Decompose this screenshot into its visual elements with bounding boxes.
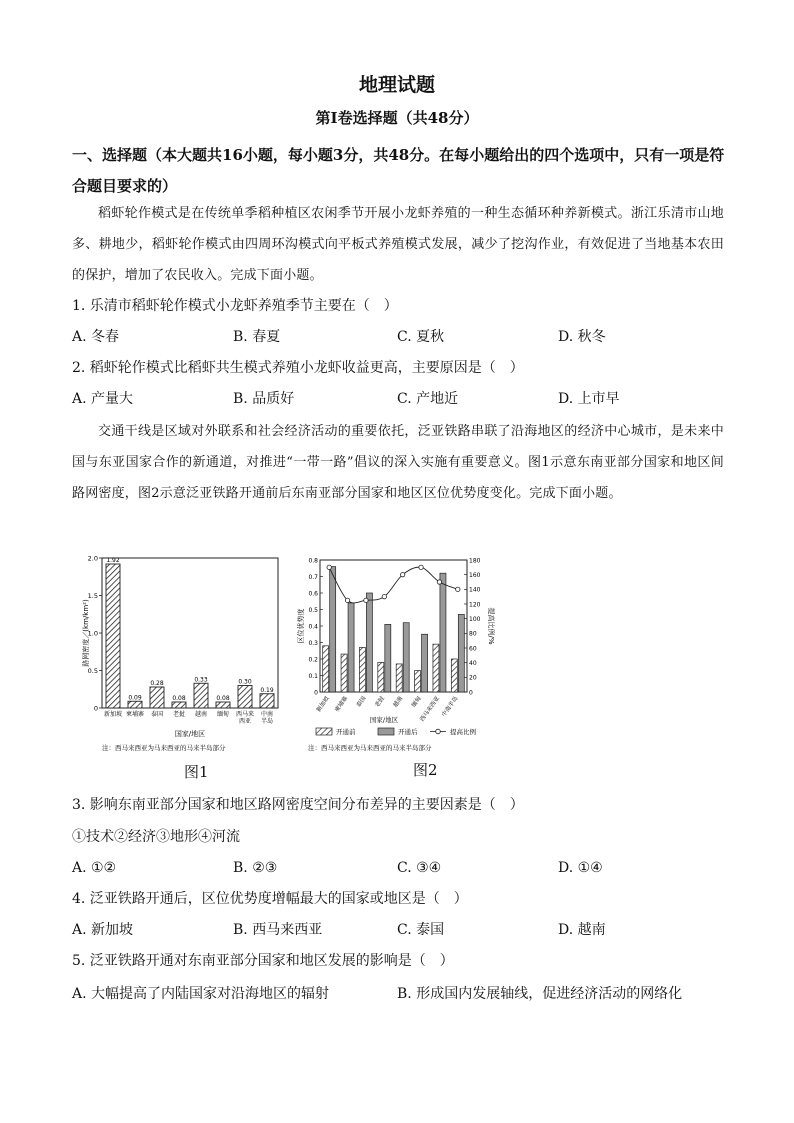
fig2-left-axis-label: 区位优势度 <box>296 608 305 644</box>
q4-option-a: A. 新加坡 <box>72 922 134 938</box>
figure-1-chart <box>80 548 290 763</box>
fig2-ratio-point-柬埔寨 <box>345 598 349 602</box>
fig1-y-axis-label: 路网密度／(km/km²) <box>81 599 90 667</box>
fig2-legend-dot <box>436 729 441 734</box>
fig1-category-4: 越南 <box>194 711 208 718</box>
fig2-right-tick-label: 80 <box>469 630 477 638</box>
fig1-category-6: 西马来西亚 <box>235 711 255 725</box>
fig2-left-tick-label: 0.7 <box>308 573 318 581</box>
q2-option-d: D. 上市早 <box>558 391 620 407</box>
fig1-category-2: 泰国 <box>150 711 164 718</box>
fig2-left-tick-label: 0.1 <box>308 672 318 680</box>
section-heading: 一、选择题（本大题共16小题，每小题3分，共48分。在每小题给出的四个选项中，只有一项是符合题目要求的） <box>72 146 725 195</box>
q3-option-c: C. ③④ <box>397 860 442 876</box>
fig1-bar-西马来西亚 <box>238 686 252 709</box>
question-3-items: ①技术②经济③地形④河流 <box>72 829 240 845</box>
q4-option-c: C. 泰国 <box>397 922 445 938</box>
q1-option-a: A. 冬春 <box>72 329 120 345</box>
fig2-left-tick-label: 0 <box>314 689 318 697</box>
q3-option-d: D. ①④ <box>558 860 603 876</box>
fig1-category-7: 中南半岛 <box>260 711 274 725</box>
fig2-bar-before-越南 <box>396 664 402 692</box>
fig2-bar-before-泰国 <box>359 647 365 692</box>
q3-option-a: A. ①② <box>72 860 117 876</box>
fig1-bar-中南半岛 <box>260 694 274 708</box>
fig1-value-label: 0.09 <box>128 694 142 702</box>
fig1-value-label: 1.92 <box>106 557 120 564</box>
fig2-bar-after-泰国 <box>366 593 372 692</box>
fig1-ytick-label: 0 <box>93 704 98 713</box>
fig2-bar-before-柬埔寨 <box>341 654 347 692</box>
fig2-right-tick-label: 40 <box>469 659 477 667</box>
fig2-ratio-point-西马来西亚 <box>437 580 441 584</box>
section-subtitle: 第Ⅰ卷选择题（共48分） <box>315 109 479 127</box>
fig1-category-3: 老挝 <box>172 711 186 718</box>
question-2-stem: 2. 稻虾轮作模式比稻虾共生模式养殖小龙虾收益更高，主要原因是（ ） <box>72 360 524 376</box>
fig1-bar-老挝 <box>172 702 186 708</box>
fig2-category-7: 中南半岛 <box>441 695 460 719</box>
figure-2-chart <box>292 548 507 763</box>
fig2-ratio-point-泰国 <box>364 598 368 602</box>
fig2-category-4: 越南 <box>392 695 405 709</box>
fig1-value-label: 0.33 <box>194 676 208 684</box>
fig2-left-tick-label: 0.3 <box>308 639 318 647</box>
fig2-bar-after-中南半岛 <box>458 614 464 692</box>
q5-option-b: B. 形成国内发展轴线，促进经济活动的网络化 <box>397 986 683 1002</box>
fig1-ytick-label: 1.5 <box>87 592 98 600</box>
fig2-ratio-point-新加坡 <box>327 565 331 569</box>
fig2-left-tick-label: 0.2 <box>308 656 318 664</box>
fig1-bar-缅甸 <box>216 702 230 708</box>
fig2-category-0: 新加坡 <box>315 695 331 714</box>
fig2-left-tick-label: 0.4 <box>308 623 318 631</box>
fig2-category-1: 柬埔寨 <box>334 695 350 714</box>
fig2-legend-before-swatch <box>316 728 332 735</box>
fig2-category-2: 泰国 <box>356 695 368 709</box>
fig2-bar-after-越南 <box>403 623 409 692</box>
question-1-stem: 1. 乐清市稻虾轮作模式小龙虾养殖季节主要在（ ） <box>72 298 398 314</box>
fig1-category-5: 缅甸 <box>216 711 230 718</box>
fig2-bar-before-新加坡 <box>323 646 329 692</box>
fig2-right-tick-label: 180 <box>469 557 481 565</box>
fig1-value-label: 0.08 <box>216 695 230 702</box>
fig2-ratio-line <box>329 567 458 603</box>
fig1-value-label: 0.19 <box>260 686 274 694</box>
fig2-bar-before-缅甸 <box>415 671 421 692</box>
fig2-legend-after: 开通后 <box>398 728 418 736</box>
fig2-legend-after-swatch <box>378 728 394 735</box>
fig1-bar-新加坡 <box>106 564 120 708</box>
fig1-bar-柬埔寨 <box>128 701 142 708</box>
q2-option-b: B. 品质好 <box>233 391 295 407</box>
fig2-bar-after-新加坡 <box>330 567 336 692</box>
fig2-left-tick-label: 0.6 <box>308 590 318 598</box>
question-4-stem: 4. 泛亚铁路开通后，区位优势度增幅最大的国家或地区是（ ） <box>72 891 468 907</box>
fig1-ytick-label: 2.0 <box>87 554 98 563</box>
fig2-x-axis-label: 国家/地区 <box>369 716 399 724</box>
fig2-bar-after-西马来西亚 <box>440 573 446 692</box>
passage-1: 稻虾轮作模式是在传统单季稻种植区农闲季节开展小龙虾养殖的一种生态循环种养新模式。浙江乐清市山地多、耕地少，稻虾轮作模式由四周环沟模式向平板式养殖模式发展，减少了挖沟作业，有效促进了当地基本农田的保护，增加了农民收入。完成下面小题。 <box>72 206 724 283</box>
fig2-bar-after-缅甸 <box>422 634 428 692</box>
fig1-note: 注：西马来西亚为马来西亚的马来半岛部分 <box>102 744 226 752</box>
q1-option-d: D. 秋冬 <box>558 329 606 345</box>
fig2-bar-before-西马来西亚 <box>433 644 439 692</box>
q4-option-b: B. 西马来西亚 <box>233 922 323 938</box>
q4-option-d: D. 越南 <box>558 922 606 938</box>
fig2-category-3: 老挝 <box>374 695 386 709</box>
fig2-left-tick-label: 0.8 <box>308 557 318 565</box>
fig2-ratio-point-缅甸 <box>419 565 423 569</box>
fig2-right-tick-label: 100 <box>469 615 481 623</box>
fig2-right-tick-label: 60 <box>469 645 477 653</box>
fig2-bar-before-老挝 <box>378 662 384 692</box>
question-3-stem: 3. 影响东南亚部分国家和地区路网密度空间分布差异的主要因素是（ ） <box>72 797 524 813</box>
fig1-x-axis-label: 国家/地区 <box>174 730 206 738</box>
figure-2-caption: 图2 <box>413 761 438 779</box>
fig1-ytick-label: 0.5 <box>87 667 98 675</box>
fig2-bar-before-中南半岛 <box>451 659 457 692</box>
figure-1-caption: 图1 <box>184 763 209 781</box>
fig2-right-tick-label: 120 <box>469 601 481 609</box>
fig2-ratio-point-中南半岛 <box>456 587 460 591</box>
fig1-value-label: 0.30 <box>238 678 252 686</box>
question-5-stem: 5. 泛亚铁路开通对东南亚部分国家和地区发展的影响是（ ） <box>72 953 454 969</box>
q2-option-c: C. 产地近 <box>397 391 459 407</box>
fig2-right-tick-label: 160 <box>469 571 481 579</box>
q2-option-a: A. 产量大 <box>72 391 134 407</box>
q3-option-b: B. ②③ <box>233 860 278 876</box>
fig2-right-tick-label: 140 <box>469 586 481 594</box>
fig2-right-tick-label: 0 <box>469 689 473 697</box>
fig2-legend-ratio: 提高比例 <box>450 728 476 736</box>
q1-option-b: B. 春夏 <box>233 329 281 345</box>
passage-2: 交通干线是区域对外联系和社会经济活动的重要依托，泛亚铁路串联了沿海地区的经济中心城市，是未来中国与东亚国家合作的新通道，对推进“一带一路”倡议的深入实施有重要意义。图1示意东南亚部分国家和地区间路网密度，图2示意泛亚铁路开通前后东南亚部分国家和地区区位优势度变化。完成下面小题。 <box>72 424 724 501</box>
fig2-note: 注：西马来西亚为马来西亚的马来半岛部分 <box>308 744 432 752</box>
fig1-value-label: 0.08 <box>172 695 186 702</box>
fig2-category-5: 缅甸 <box>411 695 423 709</box>
q5-option-a: A. 大幅提高了内陆国家对沿海地区的辐射 <box>72 986 330 1002</box>
fig2-ratio-point-越南 <box>400 572 404 576</box>
q1-option-c: C. 夏秋 <box>397 329 445 345</box>
page-title: 地理试题 <box>358 74 435 96</box>
fig1-category-0: 新加坡 <box>103 711 123 718</box>
fig1-value-label: 0.28 <box>150 680 164 687</box>
fig2-right-tick-label: 20 <box>469 674 477 682</box>
fig1-bar-越南 <box>194 683 208 708</box>
fig1-category-1: 柬埔寨 <box>125 711 145 718</box>
fig2-left-tick-label: 0.5 <box>308 606 318 614</box>
fig2-category-6: 西马来西亚 <box>419 695 442 723</box>
fig2-bar-after-柬埔寨 <box>348 603 354 692</box>
fig2-right-axis-label: 提高比例/% <box>487 607 496 645</box>
fig2-ratio-point-老挝 <box>382 594 386 598</box>
fig1-ytick-label: 1.0 <box>87 629 98 638</box>
fig2-legend-before: 开通前 <box>336 728 356 736</box>
fig2-bar-after-老挝 <box>385 624 391 692</box>
fig1-bar-泰国 <box>150 687 164 708</box>
